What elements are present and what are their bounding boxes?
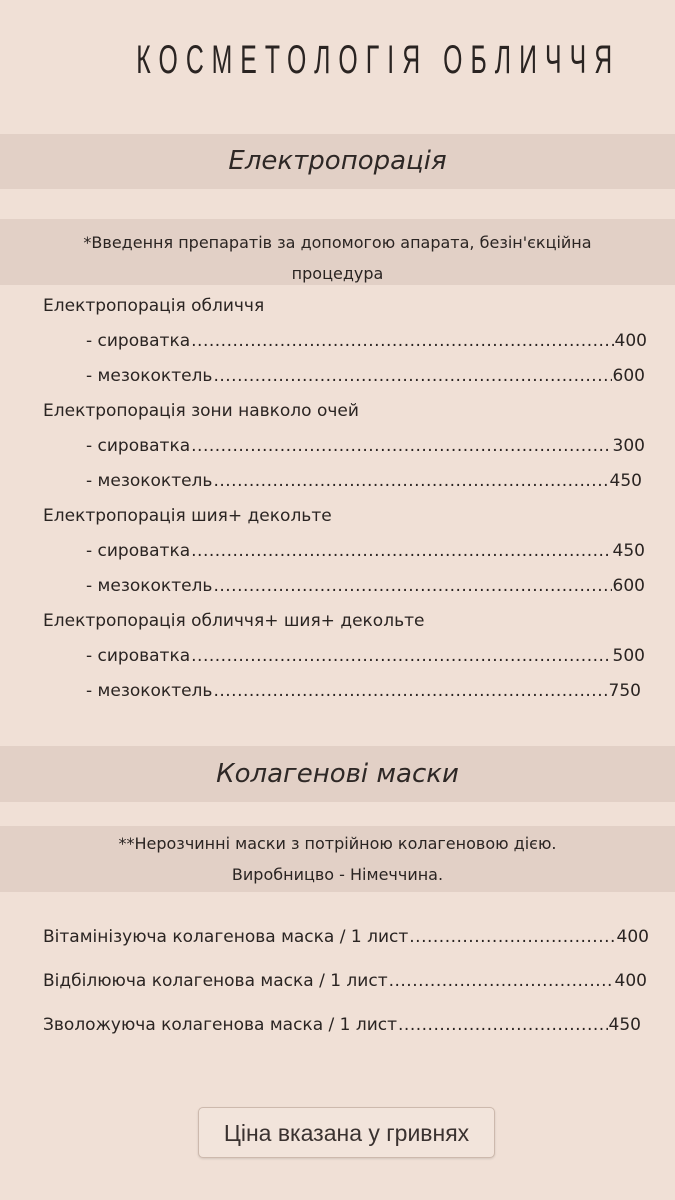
service-group-heading: Електропорація зони навколо очей <box>43 401 359 421</box>
note-electroporation: *Введення препаратів за допомогою апарата, безін'єкційна процедура <box>83 233 592 283</box>
price-row: - сироватка ..... 300 <box>86 436 645 456</box>
price-row: - сироватка ..... 500 <box>86 646 645 666</box>
price-row: Відбілююча колагенова маска / 1 лист ..... 400 <box>43 971 647 991</box>
price-row: Зволожуюча колагенова маска / 1 лист ..... 450 <box>43 1015 641 1035</box>
price-row: - мезококтель ..... 450 <box>86 471 642 491</box>
currency-note-button[interactable]: Ціна вказана у гривнях <box>198 1107 495 1158</box>
price-row: - мезококтель ..... 750 <box>86 681 641 701</box>
note-masks: **Нерозчинні маски з потрійною колагеновою дією. Виробницво - Німеччина. <box>118 834 557 884</box>
price-row: - мезококтель ..... 600 <box>86 576 645 596</box>
service-group-heading: Електропорація обличчя <box>43 296 265 316</box>
price-row: - сироватка ..... 450 <box>86 541 645 561</box>
section-title-electroporation: Електропорація <box>228 146 447 176</box>
price-row: - мезококтель ..... 600 <box>86 366 645 386</box>
page-title: КОСМЕТОЛОГІЯ ОБЛИЧЧЯ <box>136 38 621 82</box>
service-group-heading: Електропорація обличчя+ шия+ декольте <box>43 611 425 631</box>
price-row: Вітамінізуюча колагенова маска / 1 лист ..... 400 <box>43 927 649 947</box>
section-title-masks: Колагенові маски <box>216 759 459 789</box>
service-group-heading: Електропорація шия+ декольте <box>43 506 332 526</box>
price-row: - сироватка ..... 400 <box>86 331 647 351</box>
